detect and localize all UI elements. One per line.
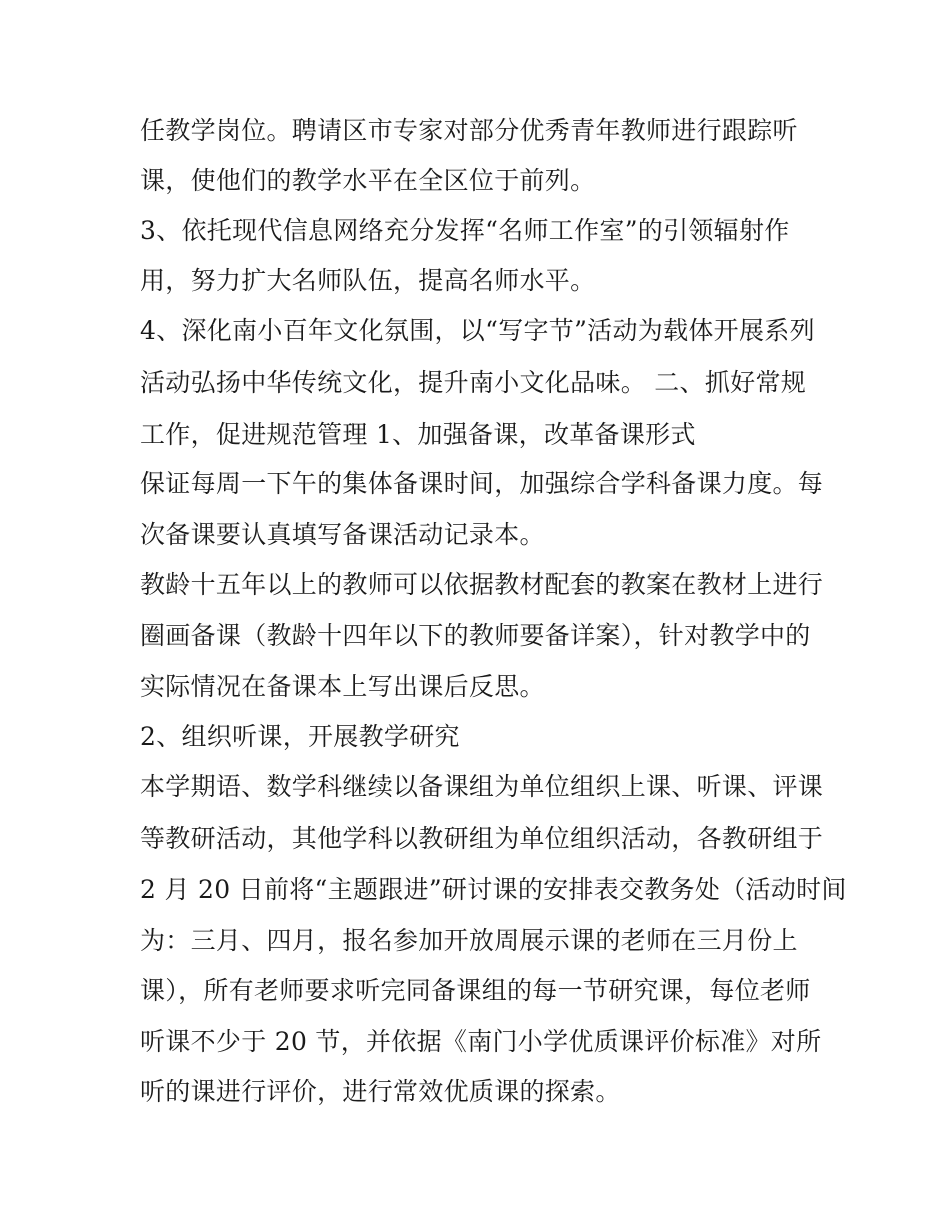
text-line: 保证每周一下午的集体备课时间，加强综合学科备课力度。每	[140, 469, 824, 498]
text-line: 等教研活动，其他学科以教研组为单位组织活动，各教研组于	[140, 824, 824, 853]
text-line: 听的课进行评价，进行常效优质课的探索。	[140, 1077, 621, 1106]
text-line: 为：三月、四月，报名参加开放周展示课的老师在三月份上	[140, 926, 798, 955]
text-line: 任教学岗位。聘请区市专家对部分优秀青年教师进行跟踪听	[140, 116, 798, 145]
text-line: 教龄十五年以上的教师可以依据教材配套的教案在教材上进行	[140, 570, 824, 599]
text-line: 课，使他们的教学水平在全区位于前列。	[140, 166, 596, 195]
text-line: 活动弘扬中华传统文化，提升南小文化品味。 二、抓好常规	[140, 368, 807, 397]
text-line: 听课不少于 20 节，并依据《南门小学优质课评价标准》对所	[140, 1027, 822, 1056]
text-line: 本学期语、数学科继续以备课组为单位组织上课、听课、评课	[140, 772, 824, 801]
text-line: 4、深化南小百年文化氛围，以“写字节”活动为载体开展系列	[140, 316, 815, 345]
text-line: 圈画备课（教龄十四年以下的教师要备详案），针对教学中的	[140, 621, 811, 650]
text-line: 3、依托现代信息网络充分发挥“名师工作室”的引领辐射作	[140, 216, 790, 245]
text-line: 次备课要认真填写备课活动记录本。	[140, 520, 545, 549]
text-line: 工作，促进规范管理 1、加强备课，改革备课形式	[140, 420, 696, 449]
text-line: 课），所有老师要求听完同备课组的每一节研究课，每位老师	[140, 976, 811, 1005]
text-line: 2、组织听课，开展教学研究	[140, 722, 460, 751]
text-line: 2 月 20 日前将“主题跟进”研讨课的安排表交教务处（活动时间	[140, 875, 847, 904]
text-line: 用，努力扩大名师队伍，提高名师水平。	[140, 266, 596, 295]
text-line: 实际情况在备课本上写出课后反思。	[140, 672, 545, 701]
